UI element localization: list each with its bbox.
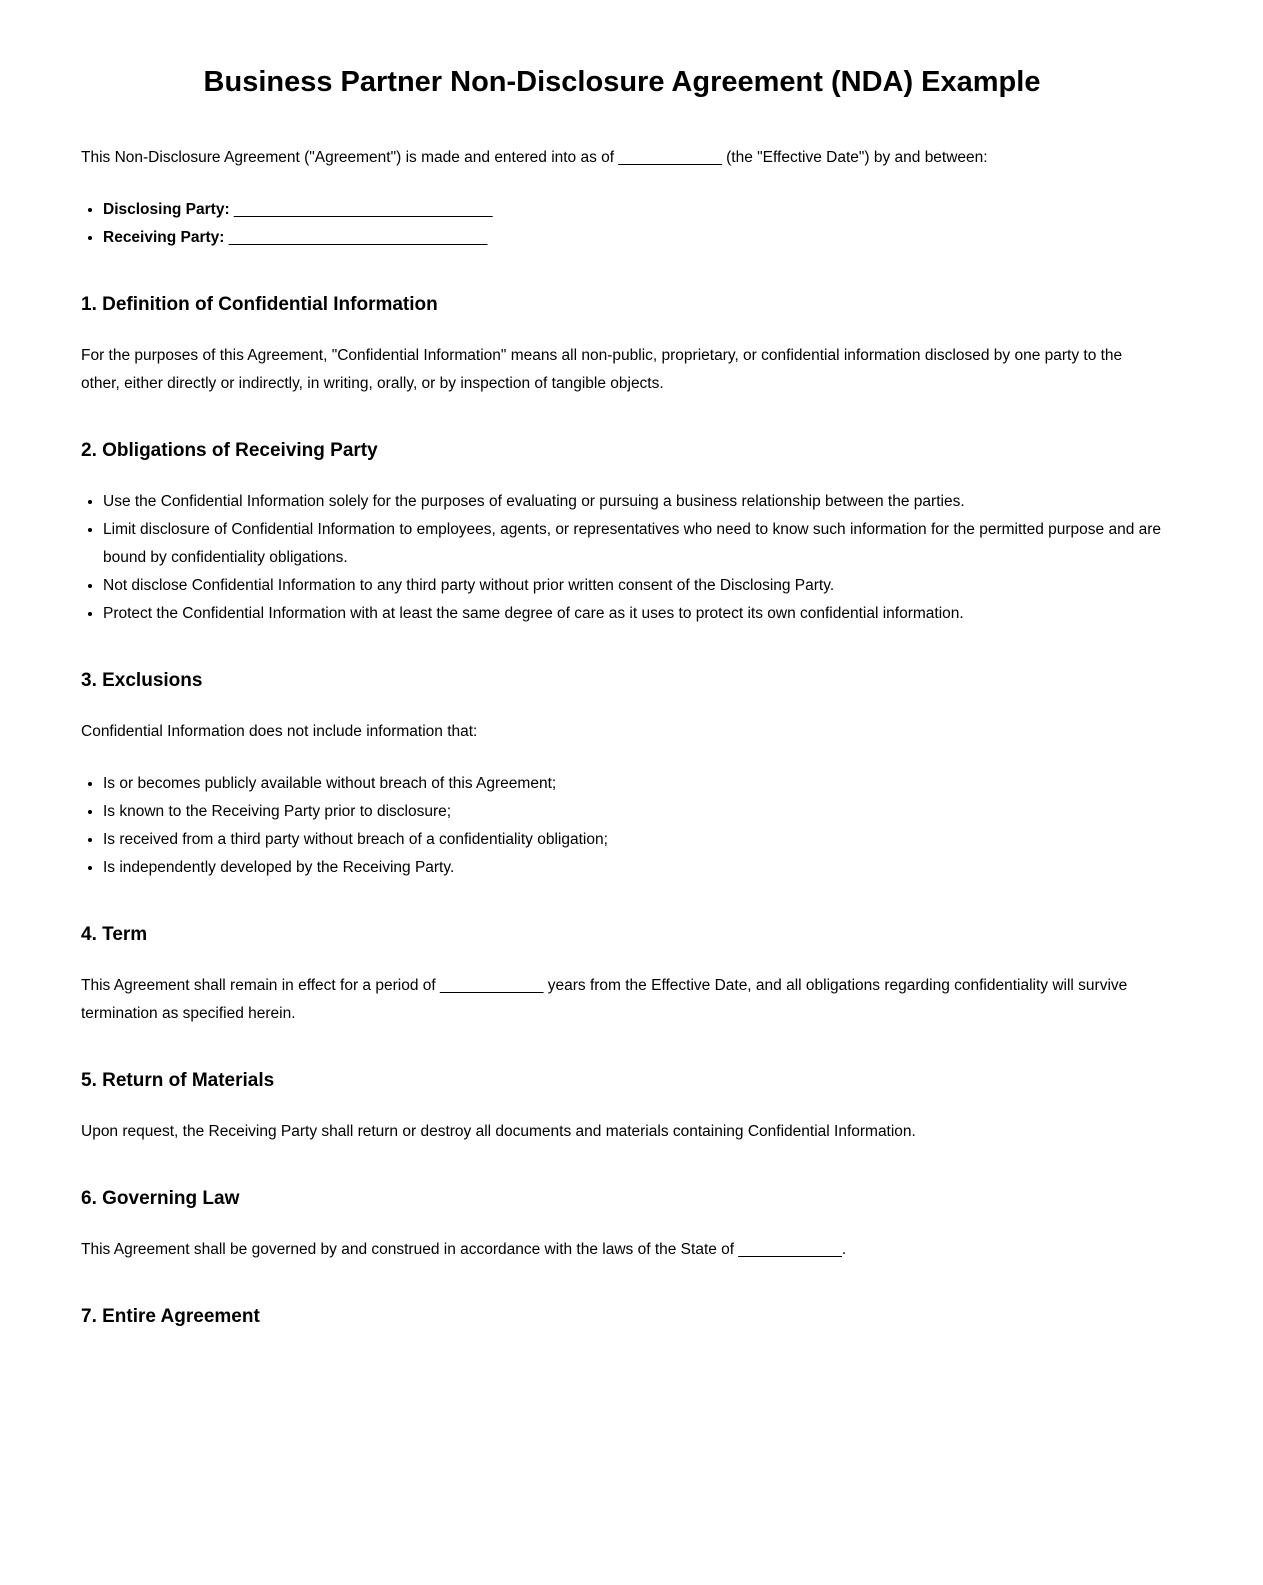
section-paragraph: This Agreement shall remain in effect for a period of ____________ years from the Effective Date, and all obligations regarding confidentiality will survive termination as specified herein. — [81, 977, 1128, 1022]
intro-paragraph: This Non-Disclosure Agreement ("Agreement") is made and entered into as of ____________ (the "Effective Date") by and between: — [81, 149, 988, 166]
parties-list — [81, 196, 1163, 252]
section-heading: 1. Definition of Confidential Information — [81, 294, 438, 315]
receiving-party-blank-line: ______________________________ — [228, 229, 488, 246]
exclusions-list — [81, 770, 1163, 882]
list-item: • Is received from a third party without breach of a confidentiality obligation; — [103, 826, 1163, 854]
section-obligations — [81, 438, 1163, 628]
list-item: • Use the Confidential Information solely for the purposes of evaluating or pursuing a business relationship between the parties. — [103, 488, 1163, 516]
section-term — [81, 922, 1163, 1028]
party-item-receiving — [103, 224, 1163, 252]
section-exclusions — [81, 668, 1163, 882]
list-item: • Not disclose Confidential Information to any third party without prior written consent of the Disclosing Party. — [103, 572, 1163, 600]
section-heading: 2. Obligations of Receiving Party — [81, 440, 378, 461]
obligations-list — [81, 488, 1163, 628]
section-paragraph: Upon request, the Receiving Party shall return or destroy all documents and materials containing Confidential Information. — [81, 1123, 916, 1140]
receiving-party-label: Receiving Party: — [103, 229, 225, 246]
list-item: • Is independently developed by the Receiving Party. — [103, 854, 1163, 882]
section-heading: 6. Governing Law — [81, 1188, 240, 1209]
list-item: • Is known to the Receiving Party prior to disclosure; — [103, 798, 1163, 826]
section-paragraph: This Agreement shall be governed by and construed in accordance with the laws of the State of ____________. — [81, 1241, 847, 1258]
section-definition — [81, 292, 1163, 398]
section-heading: 4. Term — [81, 924, 148, 945]
list-item: • Is or becomes publicly available without breach of this Agreement; — [103, 770, 1163, 798]
section-governing-law — [81, 1186, 1163, 1264]
section-entire-agreement — [81, 1304, 1163, 1330]
disclosing-party-blank-line: ______________________________ — [233, 201, 493, 218]
section-heading: 5. Return of Materials — [81, 1070, 275, 1091]
section-return-of-materials — [81, 1068, 1163, 1146]
section-heading: 3. Exclusions — [81, 670, 203, 691]
list-item: • Limit disclosure of Confidential Information to employees, agents, or representatives who need to know such information for the permitted purpose and are bound by confidentiality obligations. — [103, 516, 1163, 572]
party-item-disclosing — [103, 196, 1163, 224]
list-item: • Protect the Confidential Information with at least the same degree of care as it uses to protect its own confidential information. — [103, 600, 1163, 628]
document-title: Business Partner Non-Disclosure Agreement (NDA) Example — [203, 66, 1041, 98]
section-heading: 7. Entire Agreement — [81, 1306, 260, 1327]
section-paragraph: Confidential Information does not include information that: — [81, 723, 478, 740]
disclosing-party-label: Disclosing Party: — [103, 201, 230, 218]
section-paragraph: For the purposes of this Agreement, "Confidential Information" means all non-public, proprietary, or confidential information disclosed by one party to the other, either directly or indirectly, in writing, orally, or by inspection of tangible objects. — [81, 347, 1123, 392]
